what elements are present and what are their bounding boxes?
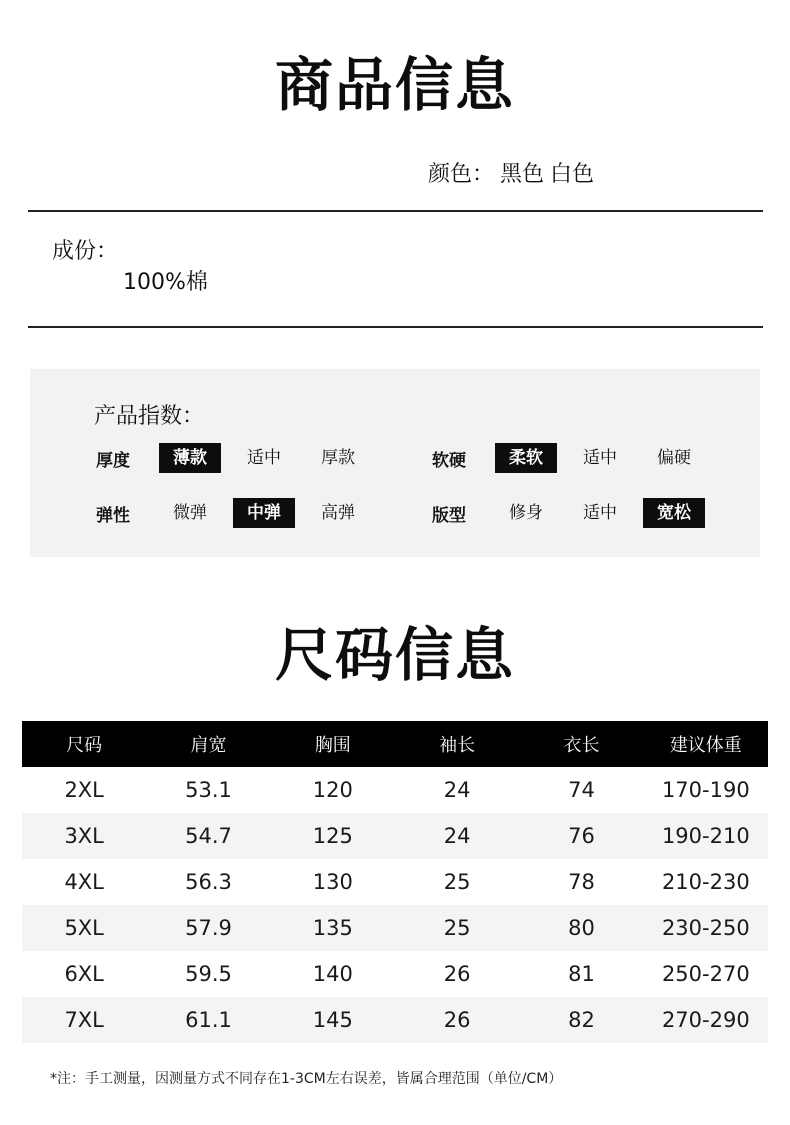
size-table <box>22 721 768 1043</box>
table-cell: 82 <box>519 997 643 1043</box>
header-length: 衣长 <box>519 721 643 767</box>
product-info-title: 商品信息 <box>274 51 515 119</box>
table-cell: 230-250 <box>644 905 768 951</box>
color-option-black: 黑色 <box>500 162 545 187</box>
index-option: 高弹 <box>321 503 355 523</box>
table-cell: 140 <box>312 962 353 986</box>
table-row <box>22 905 768 951</box>
divider-bottom <box>28 326 763 328</box>
color-label: 颜色： <box>428 162 495 187</box>
table-cell: 59.5 <box>185 962 232 986</box>
header-weight: 建议体重 <box>644 721 768 767</box>
index-option: 适中 <box>583 503 617 523</box>
index-option: 适中 <box>583 448 617 468</box>
table-cell: 80 <box>519 905 643 951</box>
index-option-selected: 中弹 <box>233 498 295 528</box>
table-cell: 26 <box>395 997 519 1043</box>
table-cell: 57.9 <box>146 905 270 951</box>
index-option-selected: 宽松 <box>643 498 705 528</box>
table-cell: 81 <box>568 962 595 986</box>
table-row <box>22 813 768 859</box>
table-cell: 53.1 <box>185 778 232 802</box>
table-header-row <box>22 721 768 767</box>
index-option-selected: 柔软 <box>495 443 557 473</box>
table-cell: 2XL <box>64 778 104 802</box>
index-label: 软硬 <box>432 450 466 471</box>
index-option-selected: 薄款 <box>159 443 221 473</box>
header-size: 尺码 <box>22 721 146 767</box>
product-index-title: 产品指数： <box>94 404 205 429</box>
index-row-elasticity <box>96 498 381 528</box>
table-cell: 6XL <box>64 962 104 986</box>
index-option: 修身 <box>509 503 543 523</box>
measurement-note: *注：手工测量，因测量方式不同存在1-3CM左右误差，皆属合理范围（单位/CM） <box>50 1071 563 1087</box>
composition-value: 100%棉 <box>123 270 208 295</box>
table-cell: 61.1 <box>146 997 270 1043</box>
table-cell: 125 <box>271 813 395 859</box>
table-cell: 135 <box>271 905 395 951</box>
index-option: 微弹 <box>173 503 207 523</box>
table-cell: 76 <box>519 813 643 859</box>
index-option: 偏硬 <box>657 448 691 468</box>
table-cell: 25 <box>395 905 519 951</box>
index-row-fit <box>432 498 717 528</box>
index-label: 弹性 <box>96 505 130 526</box>
color-line <box>428 157 600 188</box>
table-cell: 26 <box>443 962 471 986</box>
table-row <box>22 859 768 905</box>
table-cell: 210-230 <box>661 870 750 894</box>
table-row <box>22 997 768 1043</box>
table-cell: 56.3 <box>185 870 232 894</box>
table-row <box>22 767 768 813</box>
table-cell: 270-290 <box>644 997 768 1043</box>
index-option: 厚款 <box>321 448 355 468</box>
header-shoulder: 肩宽 <box>146 721 270 767</box>
composition-label: 成份： <box>52 239 119 264</box>
table-cell: 190-210 <box>644 813 768 859</box>
table-cell: 3XL <box>22 813 146 859</box>
index-row-softness <box>432 443 717 473</box>
index-row-thickness <box>96 443 381 473</box>
table-cell: 4XL <box>64 870 104 894</box>
index-label: 版型 <box>432 505 466 526</box>
header-chest: 胸围 <box>271 721 395 767</box>
header-sleeve: 袖长 <box>395 721 519 767</box>
table-cell: 24 <box>443 778 471 802</box>
table-cell: 7XL <box>22 997 146 1043</box>
table-cell: 170-190 <box>661 778 750 802</box>
table-cell: 54.7 <box>146 813 270 859</box>
table-cell: 120 <box>312 778 353 802</box>
divider-top <box>28 210 763 212</box>
table-cell: 24 <box>395 813 519 859</box>
product-index-panel <box>30 369 760 557</box>
size-info-title: 尺码信息 <box>274 621 515 689</box>
table-cell: 78 <box>568 870 595 894</box>
table-row <box>22 951 768 997</box>
table-cell: 130 <box>312 870 353 894</box>
index-option: 适中 <box>247 448 281 468</box>
table-cell: 250-270 <box>661 962 750 986</box>
table-cell: 145 <box>271 997 395 1043</box>
table-cell: 25 <box>443 870 471 894</box>
table-cell: 5XL <box>22 905 146 951</box>
color-option-white: 白色 <box>550 162 595 187</box>
table-cell: 74 <box>568 778 595 802</box>
index-label: 厚度 <box>96 450 130 471</box>
